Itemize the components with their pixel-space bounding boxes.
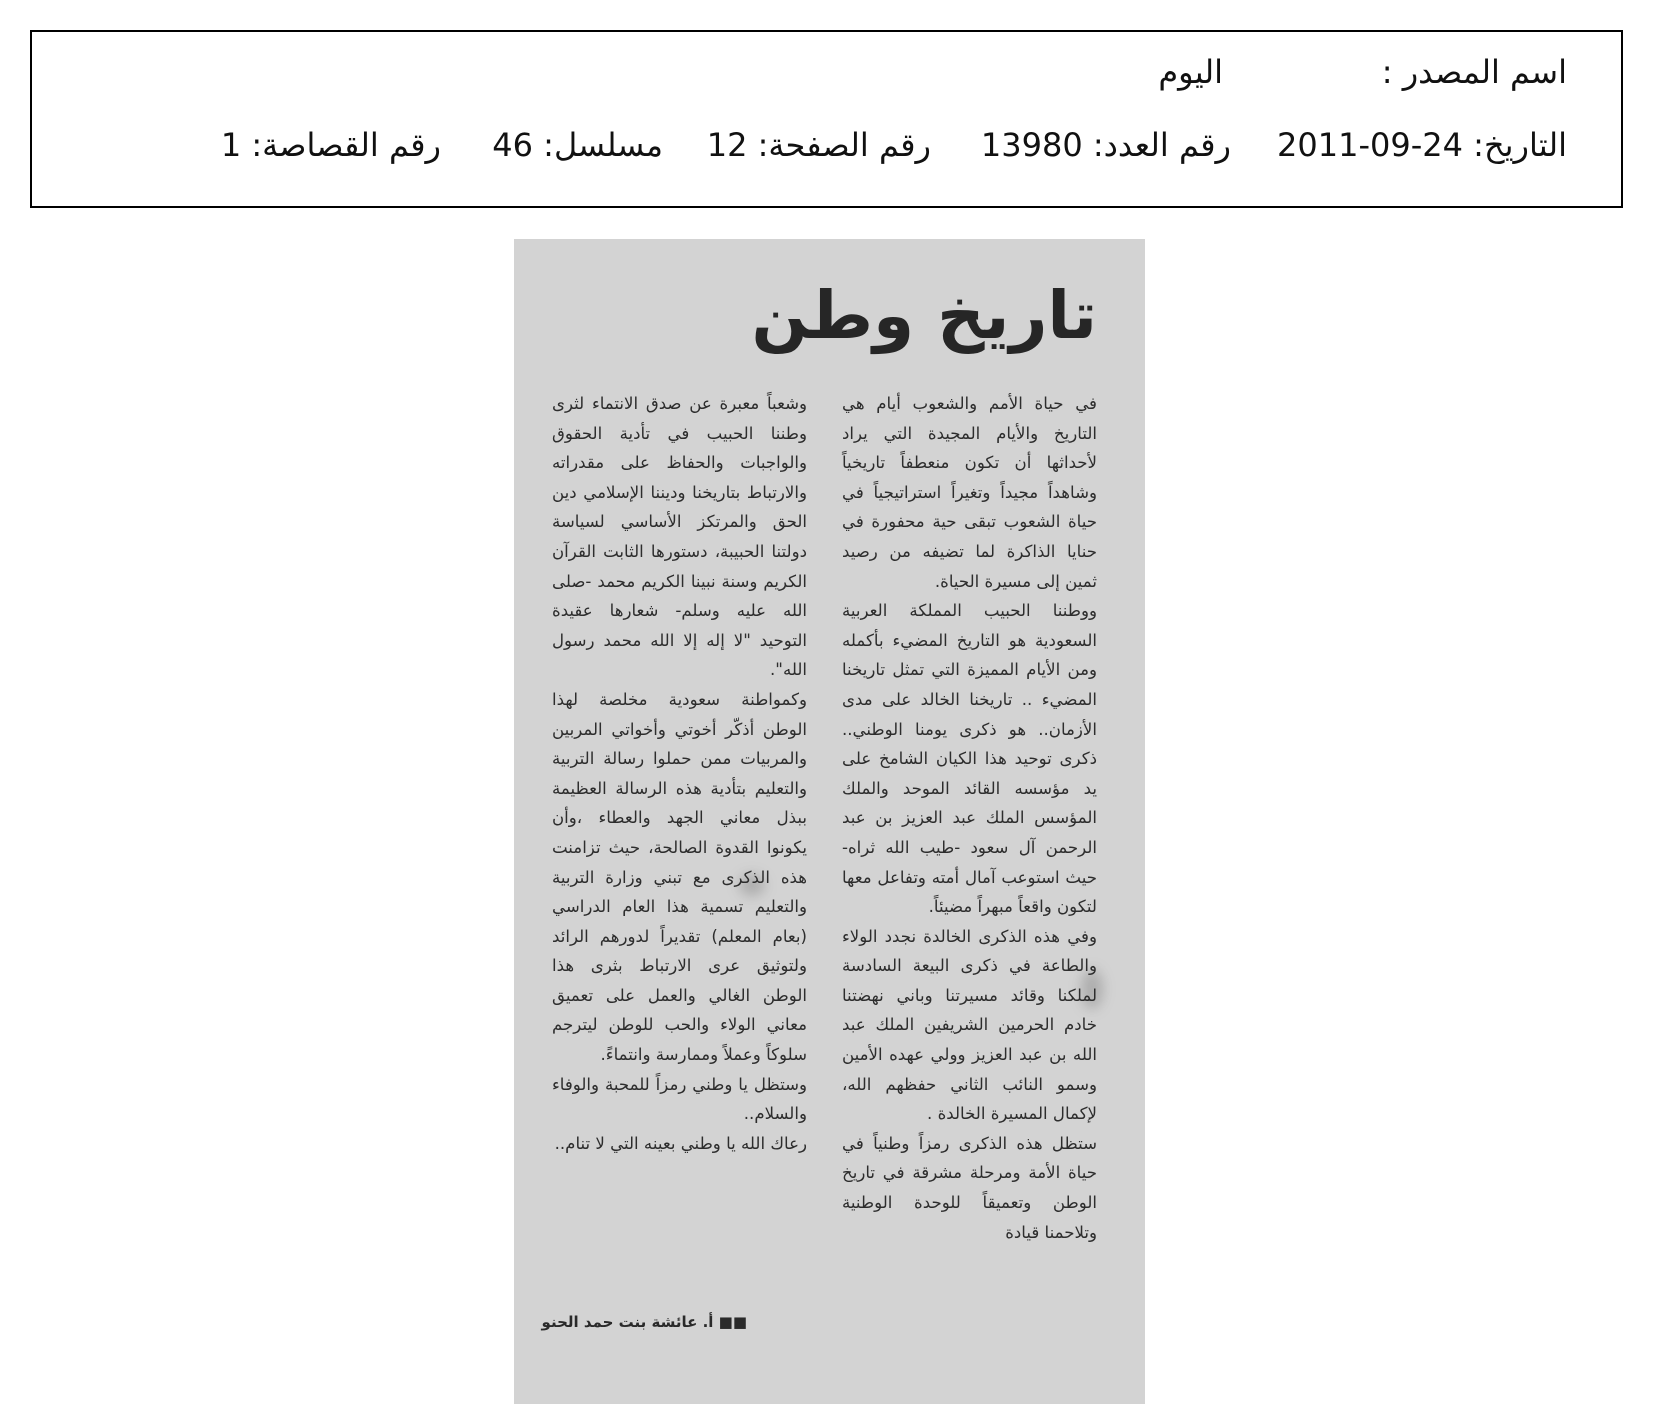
date-field: التاريخ: 24-09-2011 — [1277, 126, 1567, 164]
serial-number: مسلسل: 46 — [492, 126, 663, 164]
clip-number: رقم القصاصة: 1 — [220, 126, 441, 164]
author-byline: ■■ أ. عائشة بنت حمد الحنو — [541, 1313, 747, 1331]
paragraph: وشعباً معبرة عن صدق الانتماء لثرى وطننا الحبيب في تأدية الحقوق والواجبات والحفاظ على مقدراته والارتباط بتاريخنا وديننا الإسلامي دين الحق والمرتكز الأساسي لسياسة دولتنا الحبيبة، دستورها الثابت القرآن الكريم وسنة نبينا الكريم محمد -صلى الله عليه وسلم- شعارها عقيدة التوحيد "لا إله إلا الله محمد رسول الله". — [552, 394, 807, 680]
paragraph: وستظل يا وطني رمزاً للمحبة والوفاء والسلام.. — [552, 1074, 807, 1124]
paragraph: ستظل هذه الذكرى رمزاً وطنياً في حياة الأمة ومرحلة مشرقة في تاريخ الوطن وتعميقاً للوحدة الوطنية وتلاحمنا قيادة — [842, 1133, 1097, 1242]
issue-number: رقم العدد: 13980 — [980, 126, 1231, 164]
newspaper-clipping — [514, 239, 1145, 1404]
paragraph: في حياة الأمم والشعوب أيام هي التاريخ والأيام المجيدة التي يراد لأحداثها أن تكون منعطفاً تاريخياً وشاهداً مجيداً وتغيراً استراتيجياً في حياة الشعوب تبقى حية محفورة في حنايا الذاكرة لما تضيفه من رصيد ثمين إلى مسيرة الحياة. — [842, 394, 1097, 591]
page-number: رقم الصفحة: 12 — [706, 126, 931, 164]
article-column-right — [842, 389, 1097, 1247]
article-column-left — [552, 389, 807, 1158]
source-value: اليوم — [1158, 53, 1223, 91]
paragraph: ووطننا الحبيب المملكة العربية السعودية هو التاريخ المضيء بأكمله ومن الأيام المميزة التي تمثل تاريخنا المضيء .. تاريخنا الخالد على مدى الأزمان.. هو ذكرى يومنا الوطني.. ذكرى توحيد هذا الكيان الشامخ على يد مؤسسه القائد الموحد والملك المؤسس الملك عبد العزيز بن عبد الرحمن آل سعود -طيب الله ثراه- حيث استوعب آمال أمته وتفاعل معها لتكون واقعاً مبهراً مضيئاً. — [842, 601, 1097, 917]
source-label: اسم المصدر : — [1381, 53, 1567, 91]
paragraph: رعاك الله يا وطني بعينه التي لا تنام.. — [554, 1133, 807, 1153]
paragraph: وفي هذه الذكرى الخالدة نجدد الولاء والطاعة في ذكرى البيعة السادسة لملكنا وقائد مسيرتنا وباني نهضتنا خادم الحرمين الشريفين الملك عبد الله بن عبد العزيز وولي عهده الأمين وسمو النائب الثاني حفظهم الله، لإكمال المسيرة الخالدة . — [842, 926, 1097, 1124]
paragraph: وكمواطنة سعودية مخلصة لهذا الوطن أذكّر أخوتي وأخواتي المربين والمربيات ممن حملوا رسالة التربية والتعليم بتأدية هذه الرسالة العظيمة ببذل معاني الجهد والعطاء ،وأن يكونوا القدوة الصالحة، حيث تزامنت هذه الذكرى مع تبني وزارة التربية والتعليم تسمية هذا العام الدراسي (بعام المعلم) تقديراً لدورهم الرائد ولتوثيق عرى الارتباط بثرى هذا الوطن الغالي والعمل على تعميق معاني الولاء والحب للوطن ليترجم سلوكاً وعملاً وممارسة وانتماءً. — [552, 689, 807, 1065]
metadata-box — [30, 30, 1623, 208]
article-title: تاريخ وطن — [751, 277, 1097, 354]
